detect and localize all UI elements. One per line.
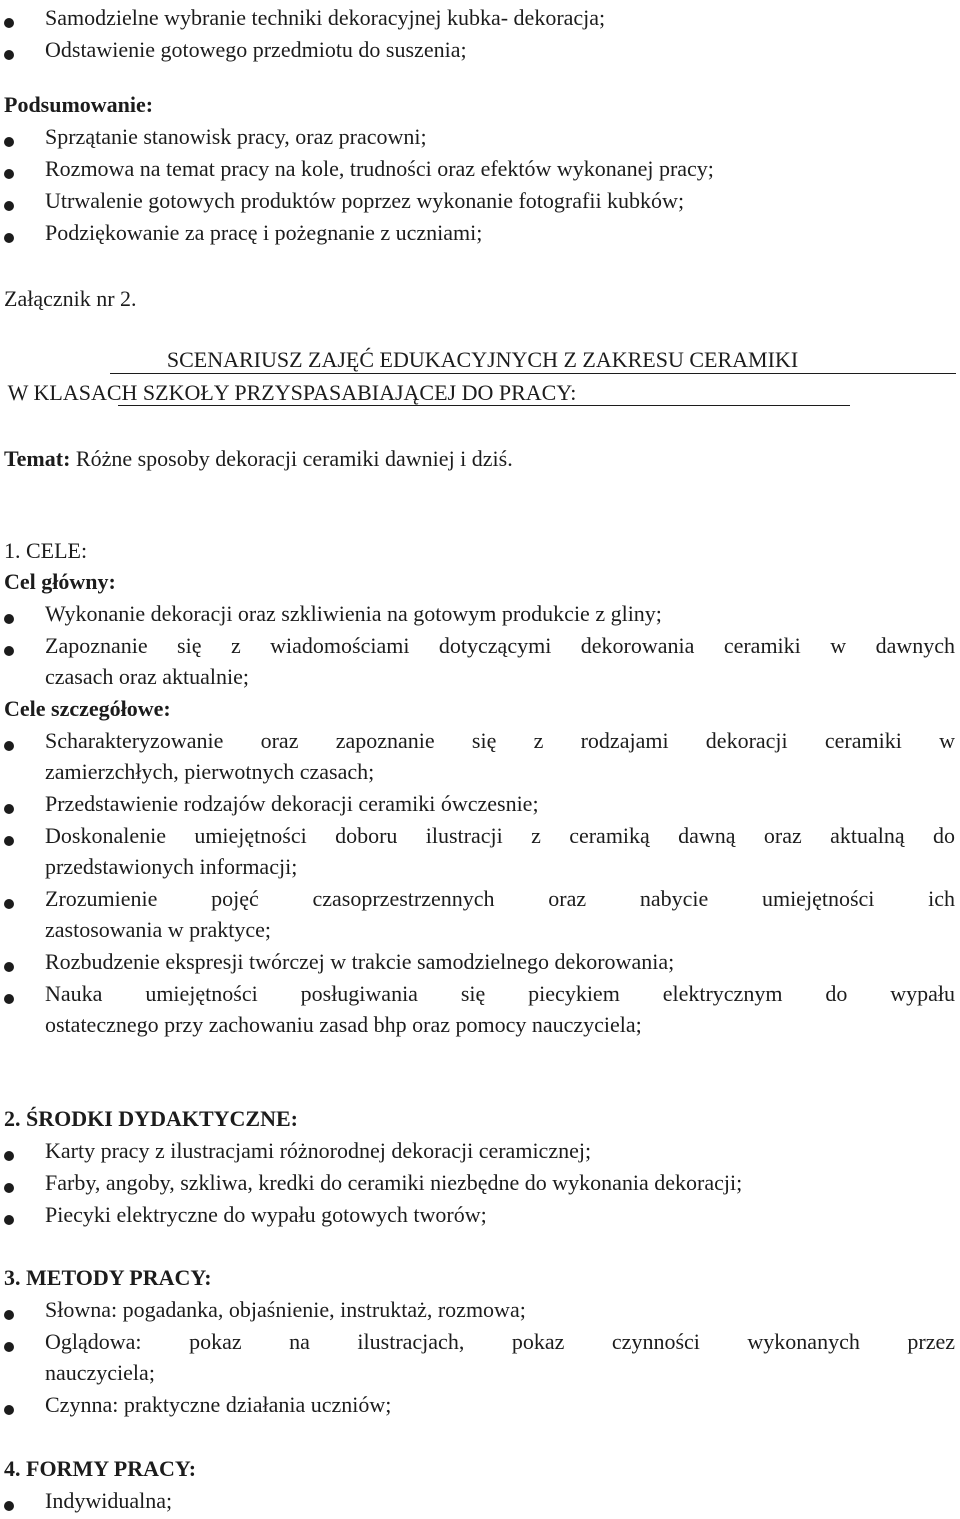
list-item: Sprzątanie stanowisk pracy, oraz pracowni; [45,124,427,149]
list-item: Przedstawienie rodzajów dekoracji ceramiki ówczesnie; [45,791,539,816]
topic-label: Temat: [4,446,71,471]
list-item: Rozbudzenie ekspresji twórczej w trakcie samodzielnego dekorowania; [45,949,675,974]
bullet-icon [4,1215,14,1225]
list-item: Rozmowa na temat pracy na kole, trudności oraz efektów wykonanej pracy; [45,156,714,181]
bullet-icon [4,994,14,1004]
attachment-label: Załącznik nr 2. [4,286,137,311]
forms-heading: 4. FORMY PRACY: [4,1456,197,1481]
list-item: Podziękowanie za pracę i pożegnanie z uczniami; [45,220,483,245]
list-item: Wykonanie dekoracji oraz szkliwienia na gotowym produkcie z gliny; [45,601,662,626]
list-item-continuation: czasach oraz aktualnie; [45,664,249,689]
bullet-icon [4,804,14,814]
list-item-continuation: przedstawionych informacji; [45,854,298,879]
scenario-title-line1: SCENARIUSZ ZAJĘĆ EDUKACYJNYCH Z ZAKRESU CERAMIKI [166,347,799,372]
detail-goals-heading: Cele szczegółowe: [4,696,171,721]
main-goal-heading: Cel główny: [4,569,116,594]
list-item: Scharakteryzowanie oraz zapoznanie się z rodzajami dekoracji ceramiki w [45,728,955,753]
list-item: Zrozumienie pojęć czasoprzestrzennych oraz nabycie umiejętności ich [45,886,955,911]
bullet-icon [4,137,14,147]
list-item: Nauka umiejętności posługiwania się piecykiem elektrycznym do wypału [45,981,955,1006]
bullet-icon [4,1183,14,1193]
scenario-title-line2: W KLASACH SZKOŁY PRZYSPASABIAJĄCEJ DO PRACY: [7,380,577,405]
list-item-continuation: nauczyciela; [45,1360,155,1385]
list-item-continuation: zastosowania w praktyce; [45,917,272,942]
summary-heading: Podsumowanie: [4,92,154,117]
means-heading: 2. ŚRODKI DYDAKTYCZNE: [4,1106,298,1131]
bullet-icon [4,50,14,60]
bullet-icon [4,1501,14,1511]
list-item-continuation: zamierzchłych, pierwotnych czasach; [45,759,375,784]
bullet-icon [4,1405,14,1415]
list-item: Doskonalenie umiejętności doboru ilustracji z ceramiką dawną oraz aktualną do [45,823,955,848]
list-item: Czynna: praktyczne działania uczniów; [45,1392,392,1417]
topic-text: Różne sposoby dekoracji ceramiki dawniej i dziś. [70,446,513,471]
bullet-icon [4,899,14,909]
topic-line [4,444,513,474]
list-item: Oglądowa: pokaz na ilustracjach, pokaz czynności wykonanych przez [45,1329,955,1354]
list-item: Słowna: pogadanka, objaśnienie, instruktaż, rozmowa; [45,1297,526,1322]
goals-heading: 1. CELE: [4,538,88,563]
list-item: Samodzielne wybranie techniki dekoracyjnej kubka- dekoracja; [45,5,606,30]
bullet-icon [4,962,14,972]
methods-heading: 3. METODY PRACY: [4,1265,212,1290]
title-underline-2 [118,405,850,406]
bullet-icon [4,233,14,243]
bullet-icon [4,646,14,656]
bullet-icon [4,201,14,211]
list-item: Karty pracy z ilustracjami różnorodnej dekoracji ceramicznej; [45,1138,592,1163]
bullet-icon [4,614,14,624]
list-item-continuation: ostatecznego przy zachowaniu zasad bhp oraz pomocy nauczyciela; [45,1012,642,1037]
title-underline-1 [110,373,956,374]
bullet-icon [4,18,14,28]
bullet-icon [4,1342,14,1352]
bullet-icon [4,169,14,179]
list-item: Farby, angoby, szkliwa, kredki do ceramiki niezbędne do wykonania dekoracji; [45,1170,743,1195]
bullet-icon [4,836,14,846]
bullet-icon [4,1310,14,1320]
list-item: Indywidualna; [45,1488,173,1513]
bullet-icon [4,741,14,751]
list-item: Odstawienie gotowego przedmiotu do suszenia; [45,37,467,62]
list-item: Utrwalenie gotowych produktów poprzez wykonanie fotografii kubków; [45,188,685,213]
list-item: Zapoznanie się z wiadomościami dotyczącymi dekorowania ceramiki w dawnych [45,633,955,658]
bullet-icon [4,1151,14,1161]
list-item: Piecyki elektryczne do wypału gotowych tworów; [45,1202,487,1227]
